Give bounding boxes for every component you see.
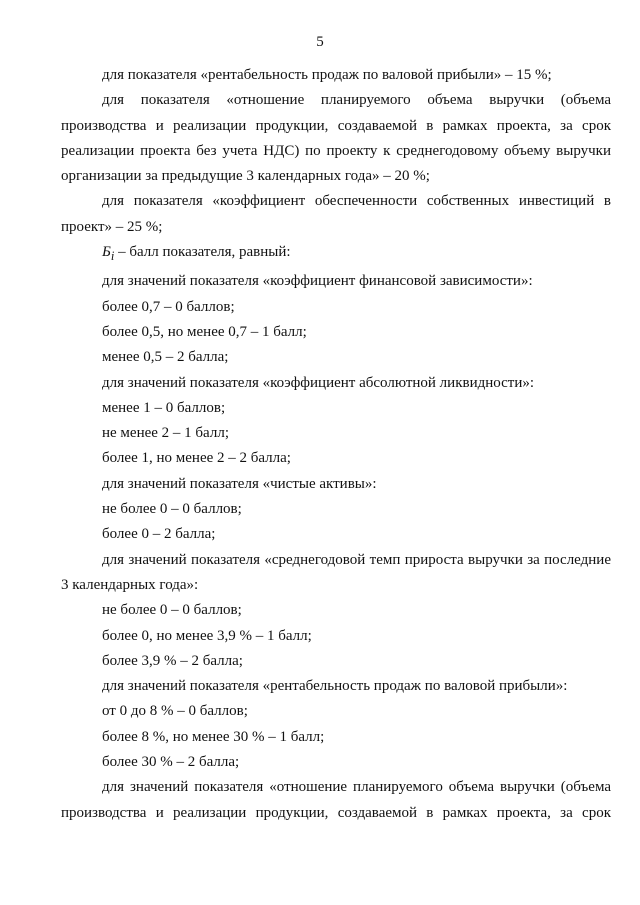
paragraph: для показателя «отношение планируемого объема выручки (объема производства и реализации продукции, создаваемой в рамках проекта, за срок реализации проекта без учета НДС) по проекту к среднегодовому объему выручки организации за предыдущие 3 календарных года» – 20 %; [61, 92, 611, 185]
paragraph: менее 0,5 – 2 балла; [102, 349, 229, 366]
paragraph: не более 0 – 0 баллов; [102, 602, 242, 619]
paragraph [61, 240, 611, 269]
paragraph: не менее 2 – 1 балл; [102, 425, 229, 442]
paragraph: не более 0 – 0 баллов; [102, 501, 242, 518]
paragraph: для значений показателя «коэффициент финансовой зависимости»: [102, 273, 533, 290]
variable-symbol: $Б_i$ [102, 244, 115, 264]
paragraph: для значений показателя «среднегодовой темп прироста выручки за последние 3 календарных года»: [61, 551, 611, 593]
paragraph: от 0 до 8 % – 0 баллов; [102, 703, 248, 720]
paragraph: более 0,5, но менее 0,7 – 1 балл; [102, 323, 307, 340]
document-body [61, 63, 611, 826]
paragraph: более 3,9 % – 2 балла; [102, 652, 243, 669]
paragraph-text: – балл показателя, равный: [114, 244, 291, 261]
paragraph: более 8 %, но менее 30 % – 1 балл; [102, 728, 325, 745]
variable-subscript: i [110, 249, 115, 264]
paragraph: для значений показателя «рентабельность продаж по валовой прибыли»: [102, 678, 568, 695]
paragraph: для значений показателя «чистые активы»: [102, 475, 377, 492]
paragraph: более 0 – 2 балла; [102, 526, 216, 543]
paragraph: для показателя «рентабельность продаж по валовой прибыли» – 15 %; [102, 67, 552, 83]
paragraph: для показателя «коэффициент обеспеченности собственных инвестиций в проект» – 25 %; [61, 193, 611, 235]
paragraph: менее 1 – 0 баллов; [102, 399, 226, 416]
paragraph: для значений показателя «отношение планируемого объема выручки (объема производства и реализации продукции, создаваемой в рамках проекта, за срок [61, 779, 611, 821]
paragraph: более 30 % – 2 балла; [102, 754, 240, 771]
paragraph: более 1, но менее 2 – 2 балла; [102, 450, 291, 467]
page-number: 5 [316, 34, 324, 50]
paragraph: более 0, но менее 3,9 % – 1 балл; [102, 627, 312, 644]
paragraph: более 0,7 – 0 баллов; [102, 298, 235, 315]
paragraph: для значений показателя «коэффициент абсолютной ликвидности»: [102, 374, 535, 391]
